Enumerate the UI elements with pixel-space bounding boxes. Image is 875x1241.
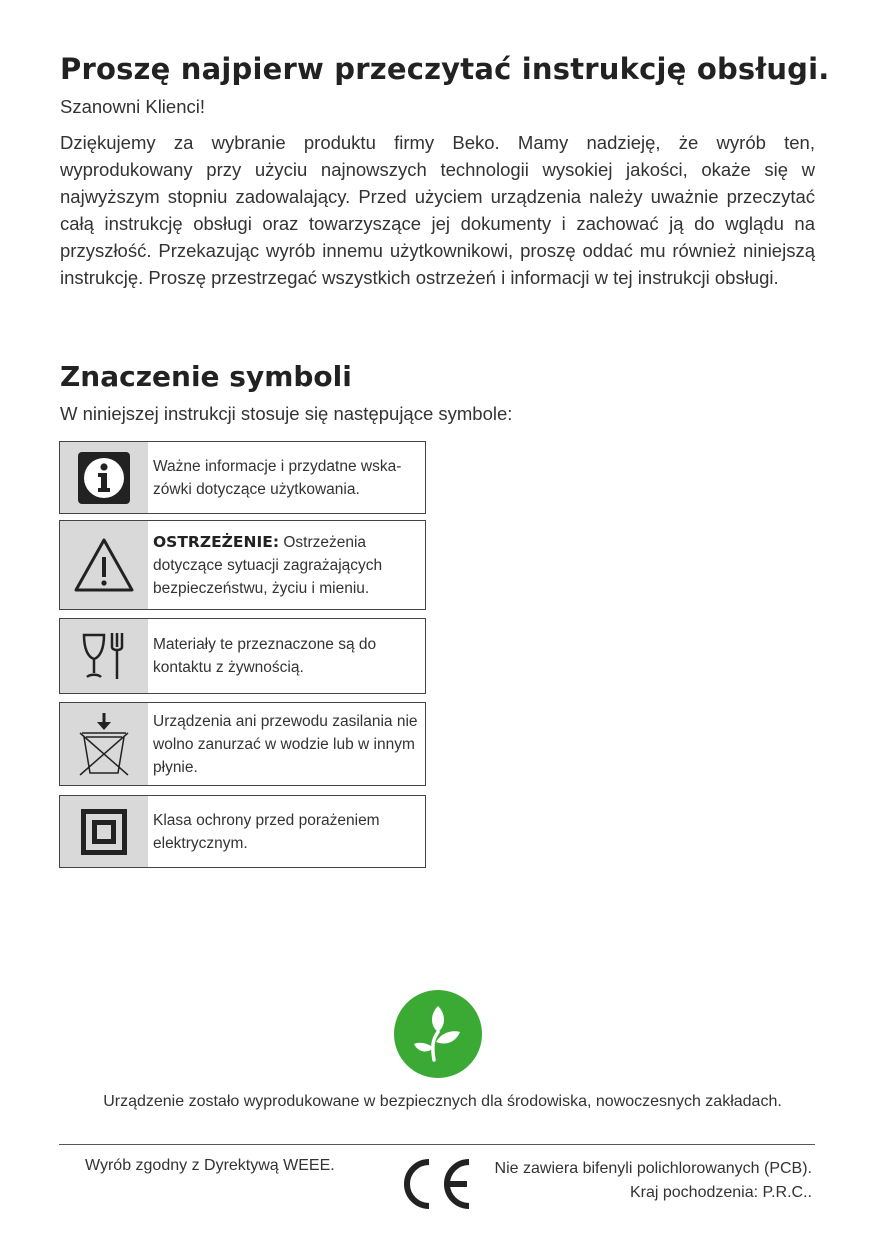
footer-right <box>495 1157 812 1205</box>
symbols-intro: W niniejszej instrukcji stosuje się następujące symbole: <box>60 403 513 424</box>
footer-divider <box>59 1144 815 1145</box>
symbol-text: Ostrzeżenia dotyczące sytuacji zagrażających bezpieczeństwu, życiu i mieniu. <box>153 533 383 597</box>
symbol-row-info <box>59 441 426 514</box>
ce-mark-icon <box>395 1156 475 1212</box>
warning-icon <box>60 521 148 609</box>
symbol-text: Ważne informacje i przydatne wska-zówki dotyczące użytkowania. <box>153 457 402 498</box>
symbol-row-do-not-immerse <box>59 702 426 786</box>
symbol-text: Klasa ochrony przed porażeniem elektrycznym. <box>153 811 380 852</box>
page-title: Proszę najpierw przeczytać instrukcję obsługi. <box>60 52 830 86</box>
intro-paragraph: Dziękujemy za wybranie produktu firmy Beko. Mamy nadzieję, że wyrób ten, wyprodukowany przy użyciu najnowszych technologii wysokiej jakości, okaże się w najwyższym stopniu zadowalający. Przed użyciem urządzenia należy uważnie przeczytać całą instrukcję obsługi oraz towarzyszące jej dokumenty i zachować ją do wglądu na przyszłość. Przekazując wyrób innemu użytkownikowi, proszę oddać mu również niniejszą instrukcję. Proszę przestrzegać wszystkich ostrzeżeń i informacji w tej instrukcji obsługi. <box>60 132 815 288</box>
do-not-immerse-icon <box>60 703 148 785</box>
weee-compliance: Wyrób zgodny z Dyrektywą WEEE. <box>85 1157 335 1174</box>
symbol-row-class-ii <box>59 795 426 868</box>
food-contact-icon <box>60 619 148 693</box>
symbols-heading: Znaczenie symboli <box>60 360 352 393</box>
symbol-row-warning <box>59 520 426 610</box>
symbol-row-food-contact <box>59 618 426 694</box>
symbol-text: Urządzenia ani przewodu zasilania nie wolno zanurzać w wodzie lub w innym płynie. <box>153 712 418 776</box>
salutation: Szanowni Klienci! <box>60 96 205 117</box>
warning-label: OSTRZEŻENIE: <box>153 532 280 551</box>
country-of-origin: Kraj pochodzenia: P.R.C.. <box>629 1184 812 1201</box>
eco-caption: Urządzenie zostało wyprodukowane w bezpiecznych dla środowiska, nowoczesnych zakładach. <box>103 1093 782 1110</box>
class-ii-icon <box>60 796 148 867</box>
leaf-icon <box>394 990 482 1078</box>
symbol-text: Materiały te przeznaczone są do kontaktu z żywnością. <box>153 636 377 676</box>
info-icon <box>60 442 148 513</box>
pcb-statement: Nie zawiera bifenyli polichlorowanych (PCB). <box>494 1160 812 1177</box>
